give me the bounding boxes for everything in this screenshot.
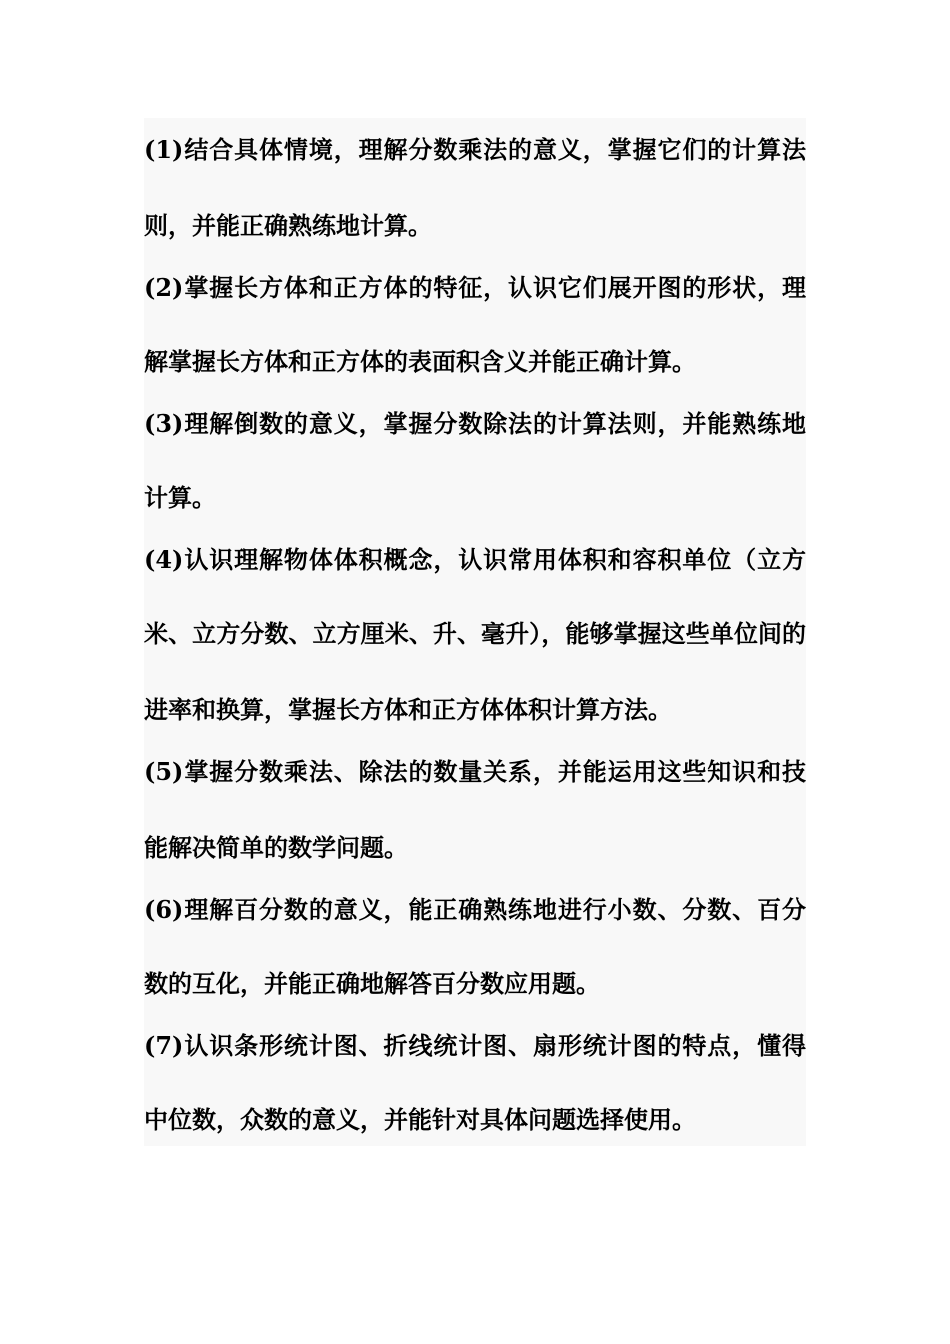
objective-5-line-2: 能解决简单的数学问题。 [144,833,408,862]
objective-1-line-1: (1)结合具体情境，理解分数乘法的意义，掌握它们的计算法 [144,135,806,164]
objective-4-line-2: 米、立方分数、立方厘米、升、毫升），能够掌握这些单位间的 [144,619,806,648]
objective-3-line-2: 计算。 [144,483,216,512]
objective-3-line-1: (3)理解倒数的意义，掌握分数除法的计算法则，并能熟练地 [144,409,806,438]
objective-1-line-2: 则，并能正确熟练地计算。 [144,211,432,240]
objective-4-line-3: 进率和换算，掌握长方体和正方体体积计算方法。 [144,695,672,724]
objective-4-line-1: (4)认识理解物体体积概念，认识常用体积和容积单位（立方 [144,545,806,574]
objective-7-line-2: 中位数，众数的意义，并能针对具体问题选择使用。 [144,1105,696,1134]
objective-6-line-1: (6)理解百分数的意义，能正确熟练地进行小数、分数、百分 [144,895,806,924]
objective-2-line-1: (2)掌握长方体和正方体的特征，认识它们展开图的形状，理 [144,273,806,302]
objective-2-line-2: 解掌握长方体和正方体的表面积含义并能正确计算。 [144,347,696,376]
objective-7-line-1: (7)认识条形统计图、折线统计图、扇形统计图的特点，懂得 [144,1031,806,1060]
objective-6-line-2: 数的互化，并能正确地解答百分数应用题。 [144,969,600,998]
objectives-list [144,118,806,1146]
objective-5-line-1: (5)掌握分数乘法、除法的数量关系，并能运用这些知识和技 [144,757,806,786]
